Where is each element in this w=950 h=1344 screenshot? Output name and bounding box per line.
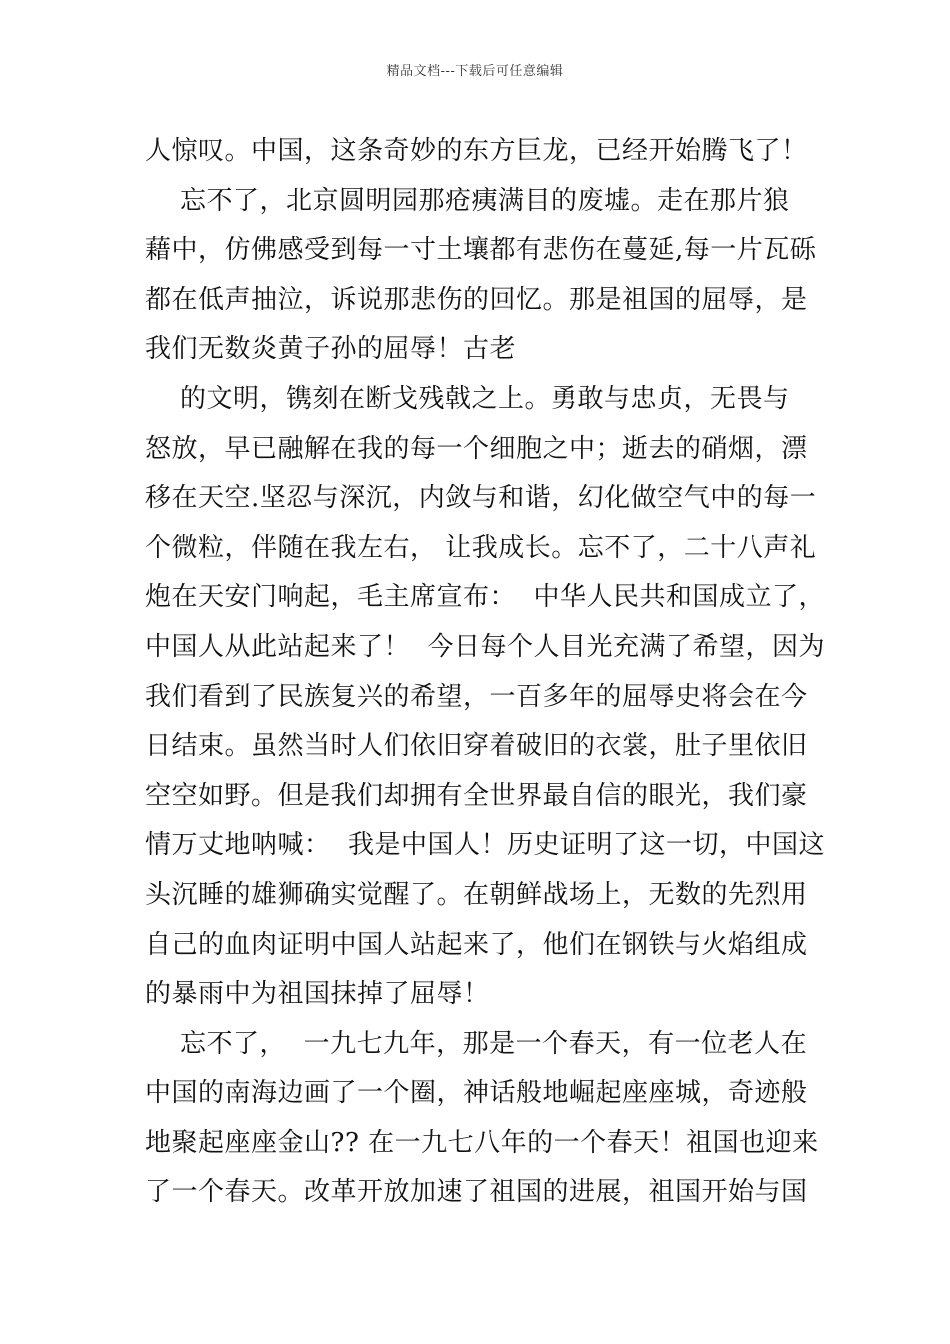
text-line: 都在低声抽泣，诉说那悲伤的回忆。那是祖国的屈辱，是 xyxy=(145,284,808,315)
text-line: 日结束。虽然当时人们依旧穿着破旧的衣裳，肚子里依旧 xyxy=(145,731,808,762)
body-text xyxy=(145,127,826,1218)
text-line: 忘不了， 一九七九年，那是一个春天，有一位老人在 xyxy=(145,1028,808,1059)
text-line: 人惊叹。中国，这条奇妙的东方巨龙，已经开始腾飞了！ xyxy=(145,136,808,166)
text-line: 了一个春天。改革开放加速了祖国的进展，祖国开始与国 xyxy=(145,1177,808,1208)
text-line: 空空如野。但是我们却拥有全世界最自信的眼光，我们豪 xyxy=(145,780,808,811)
text-line: 的暴雨中为祖国抹掉了屈辱！ xyxy=(145,979,490,1010)
text-line: 头沉睡的雄狮确实觉醒了。在朝鲜战场上，无数的先烈用 xyxy=(145,879,808,910)
text-line: 忘不了，北京圆明园那疮痍满目的废墟。走在那片狼 xyxy=(145,185,790,216)
text-line: 我们看到了民族复兴的希望，一百多年的屈辱史将会在今 xyxy=(145,681,808,712)
text-line: 自己的血肉证明中国人站起来了，他们在钢铁与火焰组成 xyxy=(145,929,808,960)
page-header: 精品文档---下载后可任意编辑 xyxy=(386,64,564,79)
text-line: 怒放，早已融解在我的每一个细胞之中；逝去的硝烟，漂 xyxy=(145,433,808,464)
text-line: 地聚起座座金山?? 在一九七八年的一个春天！祖国也迎来 xyxy=(145,1127,819,1158)
text-line: 中国人从此站起来了！ 今日每个人目光充满了希望，因为 xyxy=(145,631,826,662)
text-line: 移在天空.坚忍与深沉，内敛与和谐，幻化做空气中的每一 xyxy=(145,483,817,514)
text-line: 我们无数炎黄子孙的屈辱！古老 xyxy=(145,334,517,365)
text-line: 个微粒，伴随在我左右， 让我成长。忘不了，二十八声礼 xyxy=(145,532,817,563)
text-line: 炮在天安门响起，毛主席宣布： 中华人民共和国成立了， xyxy=(145,582,826,613)
text-line: 中国的南海边画了一个圈，神话般地崛起座座城，奇迹般 xyxy=(145,1078,808,1109)
text-line: 的文明，镌刻在断戈残戟之上。勇敢与忠贞，无畏与 xyxy=(145,383,790,414)
text-line: 情万丈地呐喊： 我是中国人！历史证明了这一切，中国这 xyxy=(145,830,826,861)
text-line: 藉中，仿佛感受到每一寸土壤都有悲伤在蔓延,每一片瓦砾 xyxy=(145,235,817,266)
